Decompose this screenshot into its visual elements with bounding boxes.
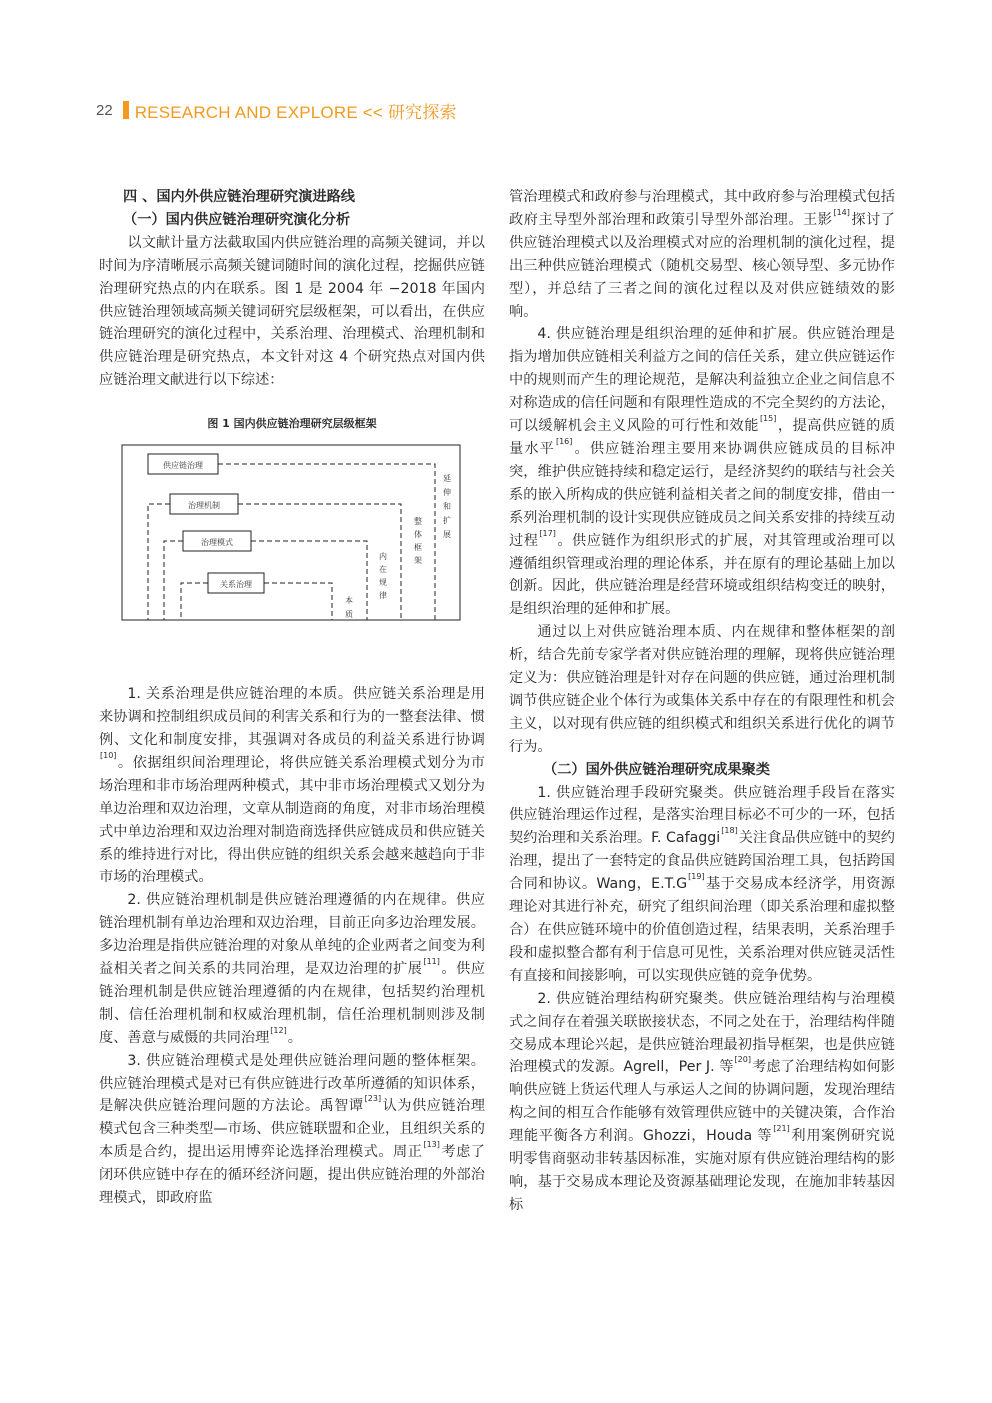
header-accent-bar bbox=[123, 101, 129, 119]
citation: [10] bbox=[100, 750, 117, 760]
citation: [17] bbox=[539, 528, 556, 538]
label-law: 内在规律 bbox=[378, 552, 388, 605]
citation: [16] bbox=[555, 436, 573, 446]
section-heading: 四 、国内外供应链治理研究演进路线 bbox=[123, 189, 355, 205]
citation: [18] bbox=[721, 826, 738, 836]
citation: [19] bbox=[688, 872, 705, 882]
mode-left bbox=[164, 541, 183, 620]
right-column bbox=[509, 186, 895, 1217]
page-header bbox=[96, 98, 457, 122]
citation: [12] bbox=[270, 1025, 287, 1035]
label-mode: 治理模式 bbox=[201, 538, 233, 548]
paragraph: 2. 供应链治理结构研究聚类。供应链治理结构与治理模式之间存在着强关联嵌接状态，不同之处在于，治理结构伴随交易成本理论兴起，是供应链治理最初指导框架，也是供应链治理模式的发源。Agrell，Per J. 等[20]考虑了治理结构如何影响供应链上货运代理人与承运人之间的协调问题，发现治理结构之间的相互合作能够有效管理供应链中的关键决策，合作治理能平衡各方利润。Ghozzi，Houda 等[21]利用案例研究说明零售商驱动非转基因标准，实施对原有供应链治理结构的影响，基于交易成本理论及资源基础理论发现，在施加非转基因标 bbox=[509, 990, 895, 1213]
citation: [13] bbox=[423, 1140, 440, 1150]
paragraph: 2. 供应链治理机制是供应链治理遵循的内在规律。供应链治理机制有单边治理和双边治理，目前正向多边治理发展。多边治理是指供应链治理的对象从单纯的企业两者之间变为利益相关者之间关系的共同治理，是双边治理的扩展[11]。供应链治理机制是供应链治理遵循的内在规律，包括契约治理机制、信任治理机制和权威治理机制，信任治理机制则涉及制度、善意与威慑的共同治理[12]。 bbox=[99, 892, 485, 1046]
page-number: 22 bbox=[96, 101, 113, 119]
section-title: RESEARCH AND EXPLORE << 研究探索 bbox=[134, 102, 457, 122]
citation: [11] bbox=[423, 957, 440, 967]
paragraph: 通过以上对供应链治理本质、内在规律和整体框架的剖析，结合先前专家学者对供应链治理的理解，现将供应链治理定义为：供应链治理是针对存在问题的供应链，通过治理机制调节供应链企业个体行为或集体关系中存在的有限理性和机会主义，以对现有供应链的组织模式和组织关系进行优化的调节行为。 bbox=[509, 624, 895, 755]
paragraph: 管治理模式和政府参与治理模式，其中政府参与治理模式包括政府主导型外部治理和政策引导型外部治理。王影[14]探讨了供应链治理模式以及治理模式对应的治理机制的演化过程，提出三种供应链治理模式（随机交易型、核心领导型、多元协作型），并总结了三者之间的演化过程以及对供应链绩效的影响。 bbox=[509, 189, 895, 320]
label-ext: 延伸和扩展 bbox=[442, 474, 452, 545]
label-essence: 本质 bbox=[344, 596, 354, 625]
subsection-heading: （二）国外供应链治理研究成果聚类 bbox=[543, 761, 771, 778]
framework-diagram bbox=[121, 444, 463, 624]
figure-title: 图 1 国内供应链治理研究层级框架 bbox=[207, 417, 377, 431]
essence-frame bbox=[264, 583, 332, 620]
citation: [23] bbox=[364, 1094, 382, 1104]
citation: [15] bbox=[759, 414, 777, 424]
citation: [14] bbox=[833, 207, 850, 217]
label-mech: 治理机制 bbox=[188, 501, 220, 511]
frame-frame bbox=[238, 504, 401, 620]
label-frame: 整体框架 bbox=[413, 517, 423, 570]
left-column bbox=[99, 186, 485, 1210]
paragraph: 4. 供应链治理是组织治理的延伸和扩展。供应链治理是指为增加供应链相关利益方之间的信任关系，建立供应链运作中的规则而产生的理论规范，是解决利益独立企业之间信息不对称造成的信任问题和有限理性造成的不完全契约的方法论，可以缓解机会主义风险的可行性和效能[15]，提高供应链的质量水平[16]。供应链治理主要用来协调供应链成员的目标冲突，维护供应链持续和稳定运行，是经济契约的联结与社会关系的嵌入所构成的供应链利益相关者之间的制度安排，借由一系列治理机制的设计实现供应链成员之间关系安排的持续互动过程[17]。供应链作为组织形式的扩展，对其管理或治理可以遵循组织管理或治理的理论体系，并在原有的理论基础上加以创新。因此，供应链治理是经营环境或组织结构变迁的映射，是组织治理的延伸和扩展。 bbox=[509, 326, 895, 618]
mech-left bbox=[148, 504, 170, 620]
paragraph: 1. 供应链治理手段研究聚类。供应链治理手段旨在落实供应链治理运作过程，是落实治理目标必不可少的一环，包括契约治理和关系治理。F. Cafaggi[18]关注食品供应链中的契约治理，提出了一套特定的食品供应链跨国治理工具，包括跨国合同和协议。Wang，E.T.G[19]基于交易成本经济学，用资源理论对其进行补充，研究了组织间治理（即关系治理和虚拟整合）在供应链环境中的价值创造过程，结果表明，关系治理手段和虚拟整合都有利于信息可见性，关系治理对供应链灵活性有直接和间接影响，可以实现供应链的竞争优势。 bbox=[509, 784, 895, 984]
citation: [21] bbox=[773, 1124, 790, 1134]
paragraph: 以文献计量方法截取国内供应链治理的高频关键词，并以时间为序清晰展示高频关键词随时间的演化过程，挖掘供应链治理研究热点的内在联系。图 1 是 2004 年 −2018 年国内供应链治理领域高频关键词研究层级框架，可以看出，在供应链治理研究的演化过程中，关系治理、治理模式、治理机制和供应链治理是研究热点，本文针对这 4 个研究热点对国内供应链治理文献进行以下综述： bbox=[99, 234, 485, 389]
paragraph: 3. 供应链治理模式是处理供应链治理问题的整体框架。供应链治理模式是对已有供应链进行改革所遵循的知识体系，是解决供应链治理问题的方法论。禹智谭[23]认为供应链治理模式包含三种类型—市场、供应链联盟和企业，且组织关系的本质是合约，提出运用博弈论选择治理模式。周正[13]考虑了闭环供应链中存在的循环经济问题，提出供应链治理的外部治理模式，即政府监 bbox=[99, 1052, 485, 1207]
figure-1 bbox=[99, 398, 485, 683]
rel-left bbox=[181, 583, 208, 620]
label-rel: 关系治理 bbox=[220, 580, 252, 590]
citation: [20] bbox=[734, 1055, 751, 1065]
label-scm: 供应链治理 bbox=[163, 461, 203, 471]
paragraph: 1. 关系治理是供应链治理的本质。供应链关系治理是用来协调和控制组织成员间的利害关系和行为的一整套法律、惯例、文化和制度安排，其强调对各成员的利益关系进行协调[10]。依据组织间治理理论，将供应链关系治理模式划分为市场治理和非市场治理两种模式，其中非市场治理模式又划分为单边治理和双边治理，文章从制造商的角度，对非市场治理模式中单边治理和双边治理对制造商选择供应链成员和供应链关系的维持进行对比，得出供应链的组织关系会越来越趋向于非市场的治理模式。 bbox=[99, 686, 485, 886]
subsection-heading: （一）国内供应链治理研究演化分析 bbox=[123, 211, 351, 228]
